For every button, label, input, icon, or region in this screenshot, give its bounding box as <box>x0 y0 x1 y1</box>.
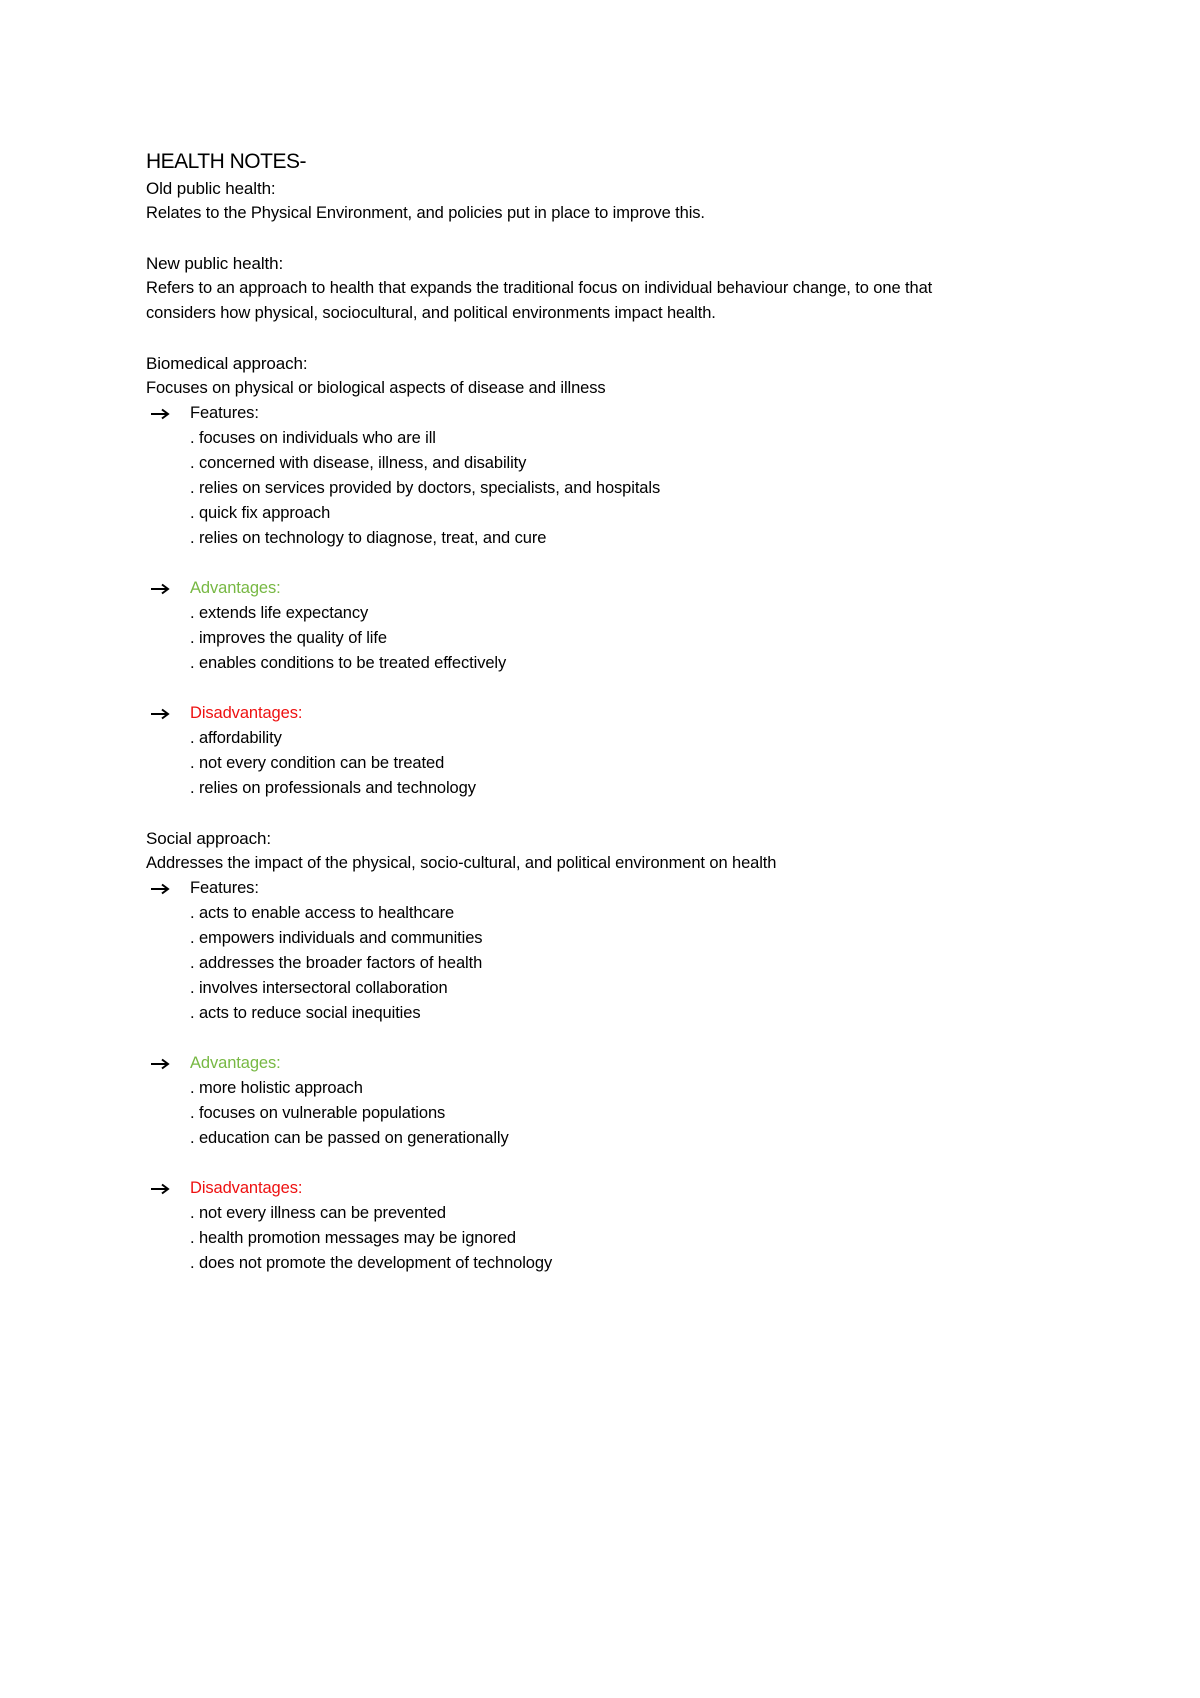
list-item: . enables conditions to be treated effectively <box>190 654 507 672</box>
biomedical-features-row <box>146 401 1106 426</box>
list-item: . quick fix approach <box>190 504 331 522</box>
right-arrow-icon <box>150 1057 190 1070</box>
right-arrow-icon <box>150 707 190 720</box>
list-item: . acts to enable access to healthcare <box>190 904 455 922</box>
spacer <box>146 226 1106 251</box>
social-disadvantages-list <box>146 1201 1106 1276</box>
list-item: . education can be passed on generationally <box>190 1129 509 1147</box>
document-content <box>146 148 1106 1276</box>
biomedical-features-list <box>146 426 1106 551</box>
list-item: . affordability <box>190 729 282 747</box>
advantages-label: Advantages: <box>190 1054 281 1072</box>
list-item: . relies on professionals and technology <box>190 779 476 797</box>
spacer <box>146 326 1106 351</box>
page-title: HEALTH NOTES- <box>146 150 306 173</box>
right-arrow-icon <box>150 1182 190 1195</box>
list-item: . empowers individuals and communities <box>190 929 483 947</box>
disadvantages-label: Disadvantages: <box>190 704 303 722</box>
list-item: . relies on technology to diagnose, treat, and cure <box>190 529 547 547</box>
spacer <box>146 1151 1106 1176</box>
list-item: . does not promote the development of technology <box>190 1254 553 1272</box>
list-item: . concerned with disease, illness, and disability <box>190 454 527 472</box>
spacer <box>146 1026 1106 1051</box>
right-arrow-icon <box>150 882 190 895</box>
list-item: . extends life expectancy <box>190 604 369 622</box>
list-item: . improves the quality of life <box>190 629 387 647</box>
list-item: . not every illness can be prevented <box>190 1204 446 1222</box>
disadvantages-label: Disadvantages: <box>190 1179 303 1197</box>
spacer <box>146 551 1106 576</box>
social-features-list <box>146 901 1106 1026</box>
social-disadvantages-row <box>146 1176 1106 1201</box>
biomedical-heading: Biomedical approach: <box>146 354 308 373</box>
list-item: . focuses on individuals who are ill <box>190 429 436 447</box>
old-public-health-text: Relates to the Physical Environment, and policies put in place to improve this. <box>146 204 705 222</box>
list-item: . focuses on vulnerable populations <box>190 1104 446 1122</box>
biomedical-disadvantages-list <box>146 726 1106 801</box>
new-public-health-heading: New public health: <box>146 254 284 273</box>
advantages-label: Advantages: <box>190 579 281 597</box>
biomedical-text: Focuses on physical or biological aspects of disease and illness <box>146 379 606 397</box>
social-heading: Social approach: <box>146 829 272 848</box>
spacer <box>146 676 1106 701</box>
list-item: . involves intersectoral collaboration <box>190 979 448 997</box>
biomedical-advantages-list <box>146 601 1106 676</box>
social-features-row <box>146 876 1106 901</box>
social-advantages-list <box>146 1076 1106 1151</box>
new-public-health-text-line1: Refers to an approach to health that expands the traditional focus on individual behaviour change, to one that <box>146 279 933 297</box>
social-text: Addresses the impact of the physical, socio-cultural, and political environment on health <box>146 854 777 872</box>
list-item: . not every condition can be treated <box>190 754 445 772</box>
right-arrow-icon <box>150 407 190 420</box>
list-item: . health promotion messages may be ignored <box>190 1229 516 1247</box>
features-label: Features: <box>190 879 259 897</box>
list-item: . relies on services provided by doctors, specialists, and hospitals <box>190 479 661 497</box>
old-public-health-heading: Old public health: <box>146 179 276 198</box>
list-item: . acts to reduce social inequities <box>190 1004 421 1022</box>
right-arrow-icon <box>150 582 190 595</box>
new-public-health-text-line2: considers how physical, sociocultural, and political environments impact health. <box>146 304 716 322</box>
list-item: . more holistic approach <box>190 1079 363 1097</box>
biomedical-advantages-row <box>146 576 1106 601</box>
biomedical-disadvantages-row <box>146 701 1106 726</box>
features-label: Features: <box>190 404 259 422</box>
list-item: . addresses the broader factors of health <box>190 954 483 972</box>
social-advantages-row <box>146 1051 1106 1076</box>
spacer <box>146 801 1106 826</box>
